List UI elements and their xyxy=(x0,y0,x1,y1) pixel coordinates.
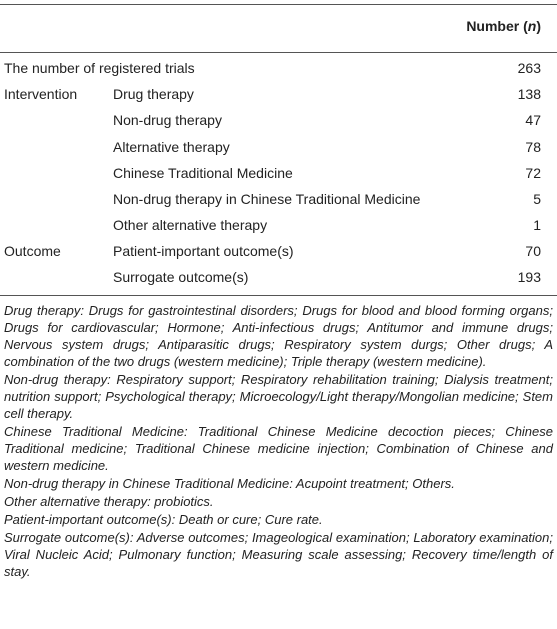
table-row xyxy=(0,217,557,243)
row-label: Non-drug therapy xyxy=(113,112,222,128)
row-group: The number of registered trials xyxy=(4,60,195,76)
table-footnotes xyxy=(4,302,553,581)
row-value: 1 xyxy=(533,217,541,233)
row-label: Alternative therapy xyxy=(113,139,230,155)
footnote: Non-drug therapy in Chinese Traditional Medicine: Acupoint treatment; Others. xyxy=(4,476,455,491)
footnote: Chinese Traditional Medicine: Traditional Chinese Medicine decoction pieces; Chinese Traditional medicine; Traditional Chinese medicine injection; Combination of Chinese and western medicine. xyxy=(4,424,553,473)
header-unit: n xyxy=(527,18,537,34)
table-row xyxy=(0,60,557,86)
header-label: Number ( xyxy=(466,18,528,34)
row-group: Intervention xyxy=(4,86,78,102)
table-row xyxy=(0,269,557,295)
table-row xyxy=(0,86,557,112)
row-value: 263 xyxy=(517,60,541,76)
column-header-number xyxy=(466,18,541,34)
row-value: 78 xyxy=(525,139,541,155)
footnote: Patient-important outcome(s): Death or cure; Cure rate. xyxy=(4,512,323,527)
row-value: 5 xyxy=(533,191,541,207)
row-label: Surrogate outcome(s) xyxy=(113,269,249,285)
row-label: Non-drug therapy in Chinese Traditional Medicine xyxy=(113,191,421,207)
table-row-placeholder xyxy=(0,243,557,269)
row-label: Drug therapy xyxy=(113,86,194,102)
footnote: Drug therapy: Drugs for gastrointestinal disorders; Drugs for blood and blood forming organs; Drugs for cardiovascular; Hormone; Anti-infectious drugs; Antitumor and immune drugs; Nervous system drugs; Antiparasitic drugs; Respiratory system durgs; Other drugs; A combination of the two drugs (western medicine); Triple therapy (western medicine). xyxy=(4,303,553,369)
footnote: Other alternative therapy: probiotics. xyxy=(4,494,214,509)
row-label: Patient-important outcome(s) xyxy=(113,243,294,259)
top-rule xyxy=(0,4,557,5)
table-row xyxy=(0,112,557,138)
header-rule xyxy=(0,52,557,53)
row-value: 193 xyxy=(517,269,541,285)
row-label: Other alternative therapy xyxy=(113,217,268,233)
table-row xyxy=(0,139,557,165)
header-close: ) xyxy=(536,18,541,34)
row-group: Outcome xyxy=(4,243,61,259)
footnote: Surrogate outcome(s): Adverse outcomes; Imageological examination; Laboratory examination; Viral Nucleic Acid; Pulmonary function; Measuring scale assessing; Recovery time/length of stay. xyxy=(4,530,553,579)
row-value: 70 xyxy=(525,243,541,259)
row-value: 72 xyxy=(525,165,541,181)
table-row xyxy=(0,191,557,217)
table-row xyxy=(0,165,557,191)
bottom-rule xyxy=(0,295,557,296)
footnote: Non-drug therapy: Respiratory support; Respiratory rehabilitation training; Dialysis treatment; nutrition support; Psychological therapy; Microecology/Light therapy/Mongolian medicine; Stem cell therapy. xyxy=(4,372,553,421)
row-value: 47 xyxy=(525,112,541,128)
row-value: 138 xyxy=(517,86,541,102)
row-label: Chinese Traditional Medicine xyxy=(113,165,293,181)
